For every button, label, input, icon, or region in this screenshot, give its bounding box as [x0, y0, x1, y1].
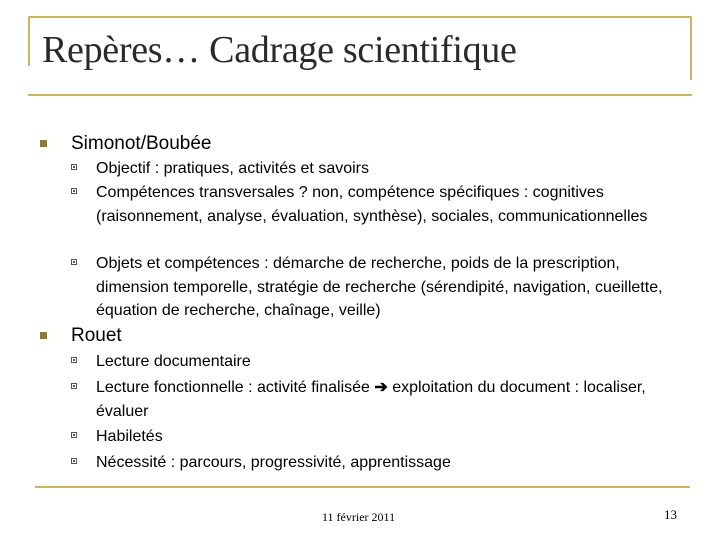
list-item	[96, 252, 676, 323]
square-bullet-icon	[40, 332, 47, 339]
footer-date: 11 février 2011	[322, 510, 396, 524]
title-underline	[28, 94, 692, 96]
list-item	[96, 425, 676, 449]
square-bullet-icon	[40, 140, 47, 147]
slide-title: Repères… Cadrage scientifique	[42, 29, 517, 71]
footer-rule	[35, 486, 690, 488]
list-item	[96, 350, 676, 374]
list-item	[96, 451, 676, 475]
list-item	[96, 376, 676, 423]
list-item-text-after: exploitation du document : localiser, évaluer	[96, 379, 646, 420]
frame-right-border	[690, 16, 692, 80]
checkbox-bullet-icon	[71, 164, 77, 170]
list-item-text: Nécessité : parcours, progressivité, apprentissage	[96, 454, 451, 471]
list-item-text: Compétences transversales ? non, compétence spécifiques : cognitives (raisonnement, analyse, évaluation, synthèse), sociales, communicationnelles	[96, 184, 648, 225]
list-item-text-before: Lecture fonctionnelle : activité finalisée	[96, 379, 375, 396]
checkbox-bullet-icon	[71, 432, 77, 438]
list-item-text: Habiletés	[96, 428, 163, 445]
section-heading-label: Simonot/Boubée	[71, 133, 212, 154]
section-heading-label: Rouet	[71, 325, 122, 346]
list-item-text	[96, 379, 646, 420]
checkbox-bullet-icon	[71, 383, 77, 389]
right-arrow-icon: ➔	[374, 379, 388, 396]
section-heading-simonot	[71, 133, 212, 155]
list-item-text: Objectif : pratiques, activités et savoirs	[96, 160, 369, 177]
checkbox-bullet-icon	[71, 259, 77, 265]
frame-top-border	[28, 16, 690, 18]
list-item	[96, 157, 676, 181]
list-item-text: Lecture documentaire	[96, 353, 251, 370]
checkbox-bullet-icon	[71, 357, 77, 363]
section-heading-rouet	[71, 325, 122, 347]
list-item	[96, 181, 676, 228]
checkbox-bullet-icon	[71, 188, 77, 194]
list-item-text: Objets et compétences : démarche de recherche, poids de la prescription, dimension temporelle, stratégie de recherche (sérendipité, navigation, cueillette, équation de recherche, chaînage, veille)	[96, 255, 663, 319]
checkbox-bullet-icon	[71, 458, 77, 464]
page-number: 13	[664, 507, 677, 522]
frame-left-border	[28, 16, 30, 66]
